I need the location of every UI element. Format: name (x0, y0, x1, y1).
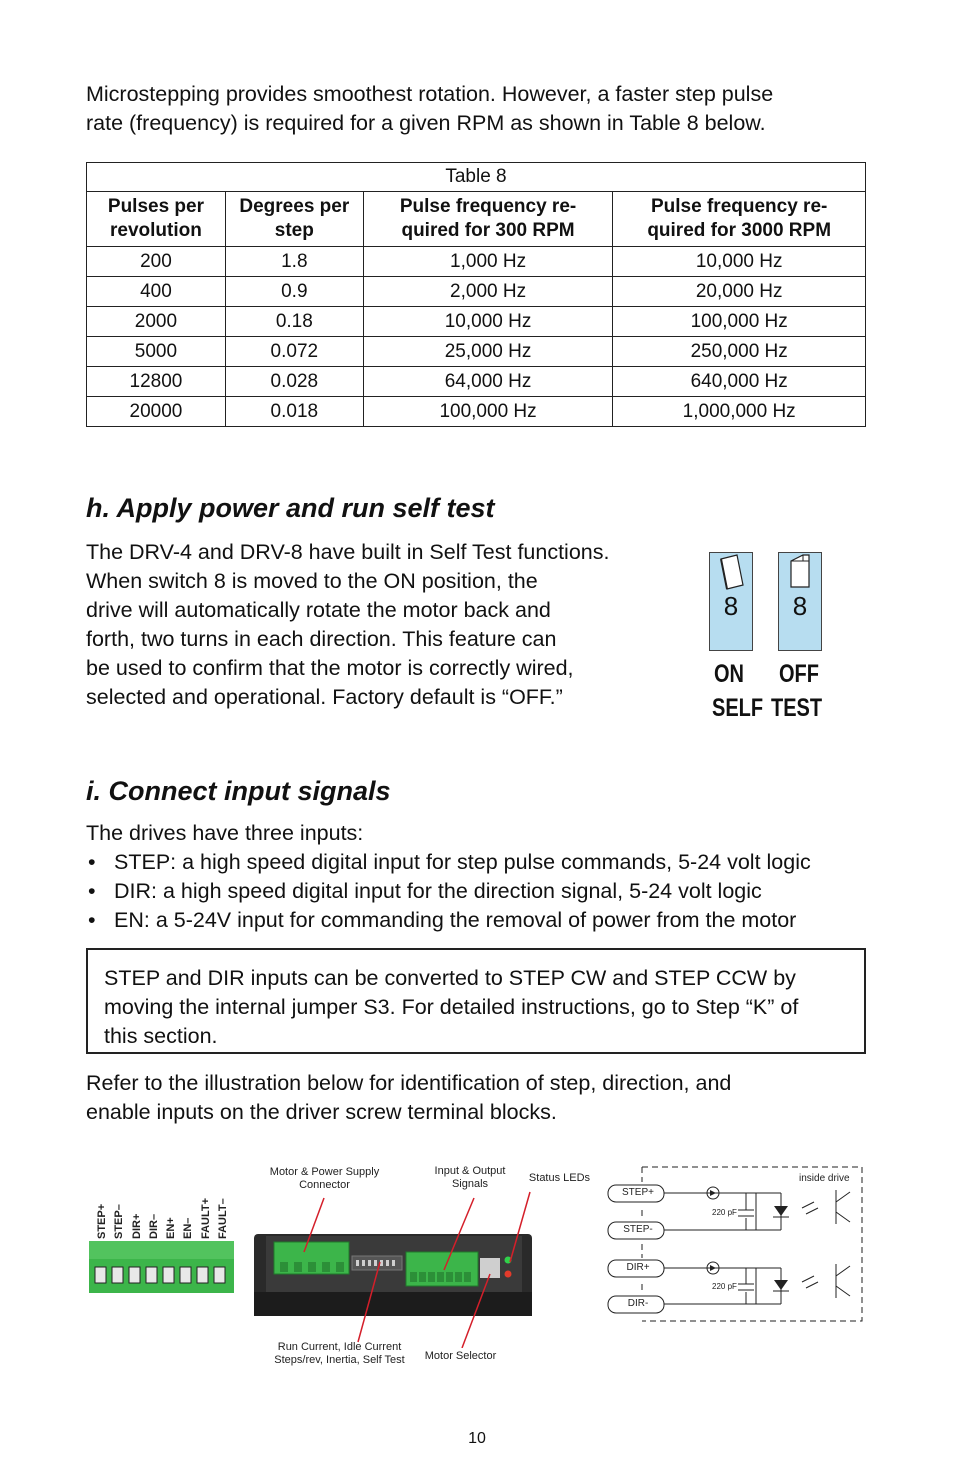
section-h-paragraph (86, 538, 686, 712)
table-cell: 0.028 (225, 367, 363, 397)
refer-line: Refer to the illustration below for identification of step, direction, and (86, 1071, 732, 1095)
bullet: • (88, 879, 96, 903)
table-row (87, 277, 866, 307)
table-cell: 64,000 Hz (363, 367, 613, 397)
callout-motor-selector: Motor Selector (424, 1350, 497, 1362)
table-header: Degrees per step (225, 192, 363, 247)
bullet: • (88, 908, 96, 932)
intro-line-1: Microstepping provides smoothest rotation. However, a faster step pulse (86, 82, 774, 106)
capacitor-label: 220 pF (712, 1282, 737, 1291)
intro-paragraph (86, 80, 886, 138)
table-row (87, 337, 866, 367)
section-i-heading: i. Connect input signals (86, 776, 391, 806)
table-cell: 200 (87, 247, 226, 277)
pin-dir-minus: DIR- (627, 1298, 649, 1309)
table-row (87, 307, 866, 337)
switch-lever-on-icon (710, 553, 752, 595)
dip-switch-on (709, 552, 753, 651)
jumper-note-box (86, 948, 866, 1054)
list-item: • STEP: a high speed digital input for step pulse commands, 5-24 volt logic (86, 848, 886, 877)
pin-step-minus: STEP- (623, 1224, 653, 1235)
section-h-line: drive will automatically rotate the motor back and (86, 598, 551, 622)
section-h-line: selected and operational. Factory default is “OFF.” (86, 685, 563, 709)
bullet: • (88, 850, 96, 874)
intro-line-2: rate (frequency) is required for a given RPM as shown in Table 8 below. (86, 111, 766, 135)
terminal-label: STEP– (113, 1204, 126, 1239)
table-header-row (87, 192, 866, 247)
table-caption: Table 8 (87, 163, 866, 192)
table-cell: 12800 (87, 367, 226, 397)
section-h-line: be used to confirm that the motor is correctly wired, (86, 656, 574, 680)
terminal-label: EN+ (165, 1217, 178, 1239)
table-header: Pulses per revolution (87, 192, 226, 247)
table-cell: 100,000 Hz (363, 397, 613, 427)
label-self: SELF (712, 694, 764, 722)
table-cell: 250,000 Hz (613, 337, 866, 367)
list-item: • EN: a 5-24V input for commanding the removal of power from the motor (86, 906, 886, 935)
table-cell: 2,000 Hz (363, 277, 613, 307)
refer-line: enable inputs on the driver screw terminal blocks. (86, 1100, 557, 1124)
inside-drive-label: inside drive (799, 1173, 850, 1184)
table-row (87, 367, 866, 397)
switch-number: 8 (792, 591, 808, 621)
table-cell: 0.018 (225, 397, 363, 427)
table-cell: 1,000,000 Hz (613, 397, 866, 427)
note-line: STEP and DIR inputs can be converted to STEP CW and STEP CCW by (104, 966, 796, 990)
refer-paragraph (86, 1069, 886, 1127)
drive-photo (252, 1188, 537, 1348)
green-terminal-block (89, 1241, 234, 1293)
note-line: moving the internal jumper S3. For detailed instructions, go to Step “K” of (104, 995, 799, 1019)
table-cell: 20000 (87, 397, 226, 427)
callout-io-signals: Input & Output Signals (434, 1165, 506, 1190)
section-i-lead: The drives have three inputs: (86, 821, 364, 845)
table-cell: 0.18 (225, 307, 363, 337)
section-h-line: The DRV-4 and DRV-8 have built in Self Test functions. (86, 540, 610, 564)
table-header: Pulse frequency re- quired for 300 RPM (363, 192, 613, 247)
label-off: OFF (779, 660, 819, 688)
table-cell: 10,000 Hz (363, 307, 613, 337)
table-cell: 1,000 Hz (363, 247, 613, 277)
table-cell: 1.8 (225, 247, 363, 277)
terminal-label: DIR– (147, 1213, 160, 1239)
table-cell: 10,000 Hz (613, 247, 866, 277)
list-item: • DIR: a high speed digital input for the direction signal, 5-24 volt logic (86, 877, 886, 906)
terminal-label: EN– (182, 1217, 195, 1239)
pin-dir-plus: DIR+ (626, 1262, 650, 1273)
table-cell: 2000 (87, 307, 226, 337)
table-header: Pulse frequency re- quired for 3000 RPM (613, 192, 866, 247)
section-h-line: When switch 8 is moved to the ON position, the (86, 569, 538, 593)
table-cell: 0.9 (225, 277, 363, 307)
callout-dip-settings: Run Current, Idle Current Steps/rev, Inertia, Self Test (274, 1341, 405, 1366)
callout-status-leds: Status LEDs (528, 1172, 591, 1184)
section-h-line: forth, two turns in each direction. This feature can (86, 627, 557, 651)
terminal-label: FAULT+ (199, 1197, 212, 1239)
table-cell: 400 (87, 277, 226, 307)
switch-number: 8 (723, 591, 739, 621)
note-line: this section. (104, 1024, 218, 1048)
terminal-label: FAULT– (216, 1198, 229, 1239)
table-row (87, 247, 866, 277)
table-cell: 20,000 Hz (613, 277, 866, 307)
label-on: ON (714, 660, 744, 688)
capacitor-label: 220 pF (712, 1208, 737, 1217)
switch-lever-off-icon (779, 553, 821, 595)
pin-step-plus: STEP+ (622, 1187, 654, 1198)
inputs-list (86, 848, 886, 935)
label-test: TEST (771, 694, 823, 722)
table-cell: 5000 (87, 337, 226, 367)
terminal-labels (90, 1187, 235, 1239)
section-h-heading: h. Apply power and run self test (86, 493, 495, 523)
page-number: 10 (468, 1430, 486, 1447)
table-cell: 0.072 (225, 337, 363, 367)
terminal-label: STEP+ (96, 1203, 108, 1239)
pulse-frequency-table (86, 162, 866, 427)
table-cell: 640,000 Hz (613, 367, 866, 397)
callout-motor-connector: Motor & Power Supply Connector (269, 1166, 380, 1191)
terminal-label: DIR+ (130, 1213, 143, 1239)
table-cell: 25,000 Hz (363, 337, 613, 367)
table-row (87, 397, 866, 427)
table-cell: 100,000 Hz (613, 307, 866, 337)
section-i-body (86, 819, 886, 935)
dip-switch-off (778, 552, 822, 651)
